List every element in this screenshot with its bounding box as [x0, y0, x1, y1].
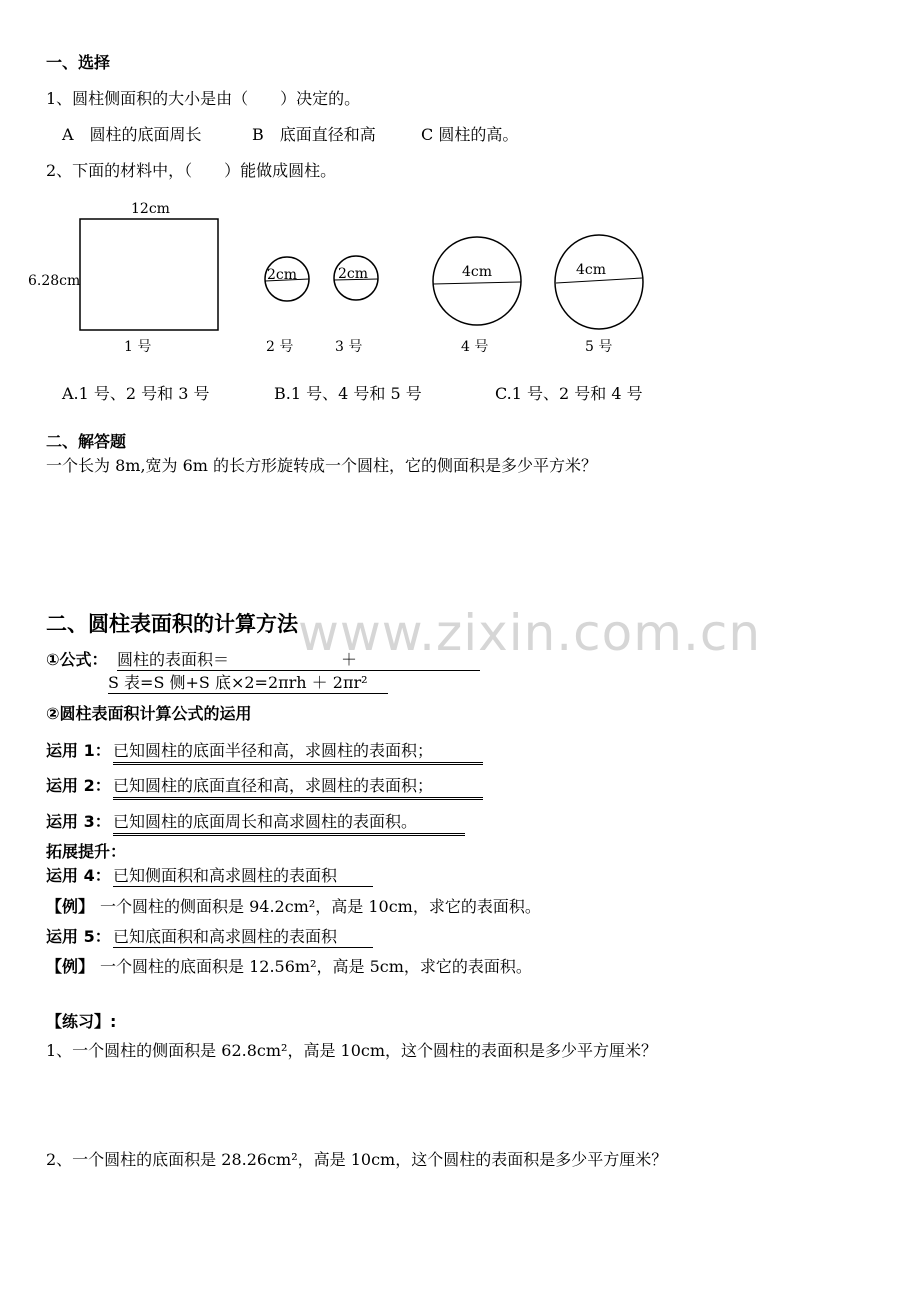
use-1-text: 已知圆柱的底面半径和高，求圆柱的表面积；	[113, 741, 483, 765]
q2-option-a: A.1 号、2 号和 3 号	[62, 384, 210, 403]
circle-2-label: 2cm	[267, 267, 298, 283]
q1-option-c: C 圆柱的高。	[421, 125, 519, 144]
circle-4-label: 4cm	[462, 264, 493, 280]
figure-number-2: 2 号	[266, 339, 294, 355]
q1-option-b: B 底面直径和高	[252, 125, 376, 144]
section-heading-surface-area: 二、圆柱表面积的计算方法	[46, 612, 298, 636]
usage-heading: ②圆柱表面积计算公式的运用	[46, 704, 252, 723]
question-2: 2、下面的材料中，（ ）能做成圆柱。	[46, 161, 337, 180]
formula-label: ①公式：	[46, 650, 108, 669]
section-heading-answer: 二、解答题	[46, 432, 127, 451]
practice-heading: 【练习】:	[46, 1012, 117, 1031]
q2-option-c: C.1 号、2 号和 4 号	[495, 384, 643, 403]
watermark: www.zixin.com.cn	[298, 604, 762, 662]
use-4-text: 已知侧面积和高求圆柱的表面积	[113, 866, 373, 887]
example-2-text: 一个圆柱的底面积是 12.56m²，高是 5cm，求它的表面积。	[100, 957, 532, 976]
use-2-text: 已知圆柱的底面直径和高，求圆柱的表面积；	[113, 776, 483, 800]
example-1-text: 一个圆柱的侧面积是 94.2cm²，高是 10cm，求它的表面积。	[100, 897, 541, 916]
circle-5-label: 4cm	[576, 262, 607, 278]
formula-line-1: 圆柱的表面积＝ ＋	[117, 650, 480, 671]
question-1: 1、圆柱侧面积的大小是由（ ）决定的。	[46, 89, 361, 108]
use-5-text: 已知底面积和高求圆柱的表面积	[113, 927, 373, 948]
rect-top-label: 12cm	[131, 201, 170, 217]
use-1-label: 运用 1：	[46, 741, 111, 760]
example-1-tag: 【例】	[46, 897, 95, 916]
rect-side-label: 6.28cm	[28, 273, 81, 289]
answer-question: 一个长为 8m,宽为 6m 的长方形旋转成一个圆柱，它的侧面积是多少平方米？	[46, 456, 598, 475]
figure-number-3: 3 号	[335, 339, 363, 355]
circle-3-label: 2cm	[338, 266, 369, 282]
practice-item-2: 2、一个圆柱的底面积是 28.26cm²，高是 10cm，这个圆柱的表面积是多少平方厘米？	[46, 1150, 668, 1169]
use-4-label: 运用 4：	[46, 866, 111, 885]
rectangle-shape-1	[80, 219, 218, 330]
section-heading-choice: 一、选择	[46, 53, 111, 72]
materials-figure	[0, 0, 920, 380]
example-2-tag: 【例】	[46, 957, 95, 976]
extend-heading: 拓展提升：	[46, 842, 127, 861]
figure-number-1: 1 号	[124, 339, 152, 355]
practice-item-1: 1、一个圆柱的侧面积是 62.8cm²，高是 10cm，这个圆柱的表面积是多少平方厘米？	[46, 1041, 658, 1060]
q2-option-b: B.1 号、4 号和 5 号	[274, 384, 422, 403]
use-2-label: 运用 2：	[46, 776, 111, 795]
figure-number-5: 5 号	[585, 339, 613, 355]
figure-number-4: 4 号	[461, 339, 489, 355]
q1-option-a: A 圆柱的底面周长	[62, 125, 202, 144]
use-5-label: 运用 5：	[46, 927, 111, 946]
formula-line-2: S 表=S 侧+S 底×2=2πrh ＋ 2πr²	[108, 673, 388, 694]
diameter-line-4	[433, 282, 521, 284]
use-3-label: 运用 3：	[46, 812, 111, 831]
use-3-text: 已知圆柱的底面周长和高求圆柱的表面积。	[113, 812, 465, 836]
